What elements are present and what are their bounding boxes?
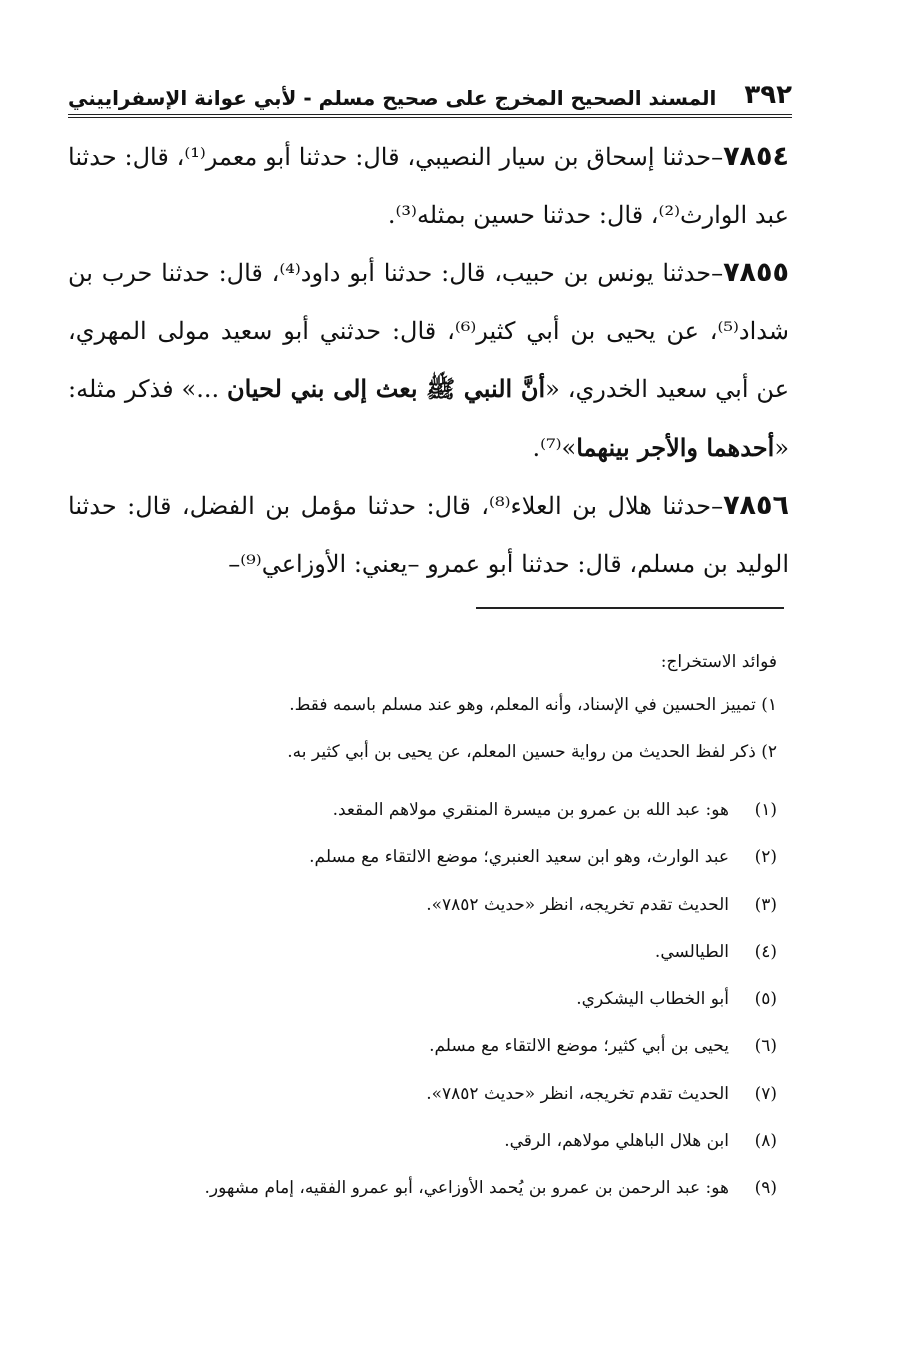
hadith-number: ٧٨٥٤ bbox=[723, 141, 789, 172]
footnote bbox=[120, 787, 777, 834]
footnote bbox=[120, 1071, 777, 1118]
footnote-text: ابن هلال الباهلي مولاهم، الرقي. bbox=[504, 1131, 729, 1152]
footnote-text: الحديث تقدم تخريجه، انظر «حديث ٧٨٥٢». bbox=[426, 1083, 729, 1104]
footnotes bbox=[120, 787, 777, 1213]
hadith-text: –حدثنا هلال بن العلاء⁽⁸⁾، قال: حدثنا مؤمل بن الفضل، قال: حدثنا الوليد بن مسلم، قال: حدثنا أبو عمرو –يعني: الأوزاعي⁽⁹⁾– bbox=[68, 492, 789, 578]
footnote bbox=[120, 882, 777, 929]
hadith-matn-bold: أحدهما والأجر بينهما bbox=[576, 432, 775, 462]
running-header bbox=[68, 66, 792, 118]
footnote bbox=[120, 1118, 777, 1165]
footnote-text: الحديث تقدم تخريجه، انظر «حديث ٧٨٥٢». bbox=[426, 894, 729, 915]
hadith-text: –حدثنا يونس بن حبيب، قال: حدثنا أبو داود⁽⁴⁾، قال: حدثنا حرب بن شداد⁽⁵⁾، عن يحيى بن أبي كثير⁽⁶⁾، قال: حدثني أبو سعيد مولى المهري، عن أبي سعيد الخدري، « bbox=[68, 259, 790, 403]
footnote-number: (٤) bbox=[754, 941, 777, 962]
hadith-paragraph bbox=[68, 477, 789, 593]
footnote-text: يحيى بن أبي كثير؛ موضع الالتقاء مع مسلم. bbox=[429, 1036, 729, 1057]
footnote-text: الطيالسي. bbox=[654, 941, 729, 962]
footnote bbox=[120, 1023, 777, 1070]
footnote bbox=[120, 834, 777, 881]
benefit-item: ٢) ذكر لفظ الحديث من رواية حسين المعلم، عن يحيى بن أبي كثير به. bbox=[287, 742, 777, 762]
footnote-number: (٩) bbox=[754, 1178, 777, 1199]
footnote-number: (٨) bbox=[754, 1131, 777, 1152]
footnote bbox=[120, 1165, 777, 1212]
hadith-text: ...» فذكر مثله: « bbox=[68, 375, 789, 462]
hadith-text: »⁽⁷⁾. bbox=[532, 433, 577, 462]
footnote bbox=[120, 929, 777, 976]
hadith-matn-bold: أنَّ النبي ﷺ بعث إلى بني لحيان bbox=[226, 374, 546, 403]
main-text bbox=[68, 128, 789, 593]
hadith-number: ٧٨٥٥ bbox=[723, 257, 789, 288]
footnote-number: (٣) bbox=[754, 894, 777, 915]
footnote-text: أبو الخطاب اليشكري. bbox=[576, 989, 729, 1010]
footnote-number: (٧) bbox=[754, 1083, 777, 1104]
hadith-number: ٧٨٥٦ bbox=[723, 490, 789, 521]
hadith-text: –حدثنا إسحاق بن سيار النصيبي، قال: حدثنا أبو معمر⁽¹⁾، قال: حدثنا عبد الوارث⁽²⁾، قال: حدثنا حسين بمثله⁽³⁾. bbox=[68, 143, 789, 229]
footnote-number: (٥) bbox=[754, 989, 777, 1010]
extraction-benefits bbox=[120, 642, 777, 776]
footnote bbox=[120, 976, 777, 1023]
footnote-text: هو: عبد الله بن عمرو بن ميسرة المنقري مولاهم المقعد. bbox=[332, 800, 729, 820]
footnote-number: (٦) bbox=[754, 1036, 777, 1057]
running-title: المسند الصحيح المخرج على صحيح مسلم - لأبي عوانة الإسفراييني bbox=[68, 86, 717, 110]
benefits-heading: فوائد الاستخراج: bbox=[660, 652, 777, 672]
footnote-number: (١) bbox=[754, 800, 777, 820]
page-number: ٣٩٢ bbox=[744, 80, 792, 110]
footnote-text: عبد الوارث، وهو ابن سعيد العنبري؛ موضع الالتقاء مع مسلم. bbox=[309, 847, 729, 868]
footnote-number: (٢) bbox=[754, 847, 777, 868]
hadith-paragraph bbox=[68, 244, 789, 477]
benefit-item: ١) تمييز الحسين في الإسناد، وأنه المعلم، وهو عند مسلم باسمه فقط. bbox=[289, 695, 777, 715]
footnote-text: هو: عبد الرحمن بن عمرو بن يُحمد الأوزاعي، أبو عمرو الفقيه، إمام مشهور. bbox=[204, 1178, 729, 1199]
hadith-paragraph bbox=[68, 128, 789, 244]
footnote-divider bbox=[476, 607, 784, 609]
